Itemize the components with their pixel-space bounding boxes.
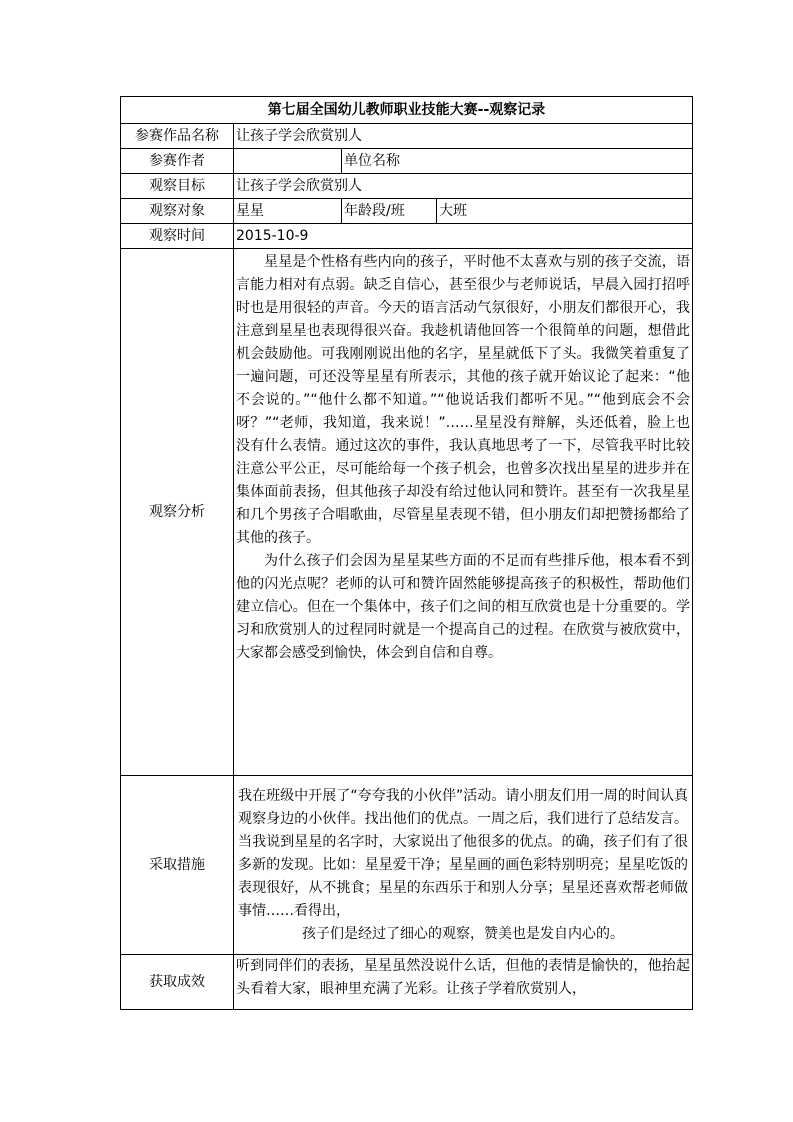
subject-label: 观察对象 [121, 199, 234, 224]
measures-last-line: 孩子们是经过了细心的观察，赞美也是发自内心的。 [302, 925, 624, 942]
row-time [121, 224, 693, 249]
analysis-paragraph: 星星是个性格有些内向的孩子，平时他不太喜欢与别的孩子交流，语言能力相对有点弱。缺乏自信心，甚至很少与老师说话，早晨入园打招呼时也是用很轻的声音。今天的语言活动气氛很好，小朋友们都很开心，我注意到星星也表现得很兴奋。我趁机请他回答一个很简单的问题，想借此机会鼓励他。可我刚刚说出他的名字，星星就低下了头。我微笑着重复了一遍问题，可还没等星星有所表示，其他的孩子就开始议论了起来：“他不会说的。”“他什么都不知道。”“他说话我们都听不见。”“他到底会不会呀？”“老师，我知道，我来说！”……星星没有辩解，头还低着，脸上也没有什么表情。通过这次的事件，我认真地思考了一下，尽管我平时比较注意公平公正，尽可能给每一个孩子机会，也曾多次找出星星的进步并在集体面前表扬，但其他孩子却没有给过他认同和赞许。甚至有一次我星星和几个男孩子合唱歌曲，尽管星星表现不错，但小朋友们却把赞扬都给了其他的孩子。 [236, 254, 690, 546]
record-title: 第七届全国幼儿教师职业技能大赛--观察记录 [121, 97, 693, 124]
subject-value: 星星 [234, 199, 342, 224]
row-author [121, 149, 693, 174]
analysis-content [234, 249, 693, 776]
measures-content [234, 776, 693, 955]
analysis-label: 观察分析 [121, 249, 234, 776]
observation-table [120, 96, 693, 1010]
time-value: 2015-10-9 [234, 224, 693, 249]
results-content [234, 955, 693, 1010]
row-work-name [121, 124, 693, 149]
row-analysis [121, 249, 693, 776]
row-goal [121, 174, 693, 199]
age-label: 年龄段/班 [342, 199, 437, 224]
row-subject [121, 199, 693, 224]
author-value [234, 149, 342, 174]
work-name-label: 参赛作品名称 [121, 124, 234, 149]
unit-cell [342, 149, 693, 174]
goal-label: 观察目标 [121, 174, 234, 199]
observation-record-sheet [120, 96, 692, 1010]
row-results [121, 955, 693, 1010]
results-label: 获取成效 [121, 955, 234, 1010]
unit-label: 单位名称 [344, 153, 400, 169]
author-label: 参赛作者 [121, 149, 234, 174]
work-name-value: 让孩子学会欣赏别人 [234, 124, 693, 149]
age-value: 大班 [437, 199, 693, 224]
measures-label: 采取措施 [121, 776, 234, 955]
row-measures [121, 776, 693, 955]
time-label: 观察时间 [121, 224, 234, 249]
measures-text: 我在班级中开展了“夸夸我的小伙伴”活动。请小朋友们用一周的时间认真观察身边的小伙伴。找出他们的优点。一周之后，我们进行了总结发言。当我说到星星的名字时，大家说出了他很多的优点。的确，孩子们有了很多新的发现。比如：星星爱干净；星星画的画色彩特别明亮；星星吃饭的表现很好，从不挑食；星星的东西乐于和别人分享；星星还喜欢帮老师做事情……看得出， [238, 787, 688, 919]
analysis-paragraph: 为什么孩子们会因为星星某些方面的不足而有些排斥他，根本看不到他的闪光点呢？老师的认可和赞许固然能够提高孩子的积极性，帮助他们建立信心。但在一个集体中，孩子们之间的相互欣赏也是十分重要的。学习和欣赏别人的过程同时就是一个提高自己的过程。在欣赏与被欣赏中，大家都会感受到愉快，体会到自信和自尊。 [236, 553, 690, 661]
goal-value: 让孩子学会欣赏别人 [234, 174, 693, 199]
results-text: 听到同伴们的表扬，星星虽然没说什么话，但他的表情是愉快的，他抬起头看着大家，眼神里充满了光彩。让孩子学着欣赏别人， [236, 958, 690, 997]
